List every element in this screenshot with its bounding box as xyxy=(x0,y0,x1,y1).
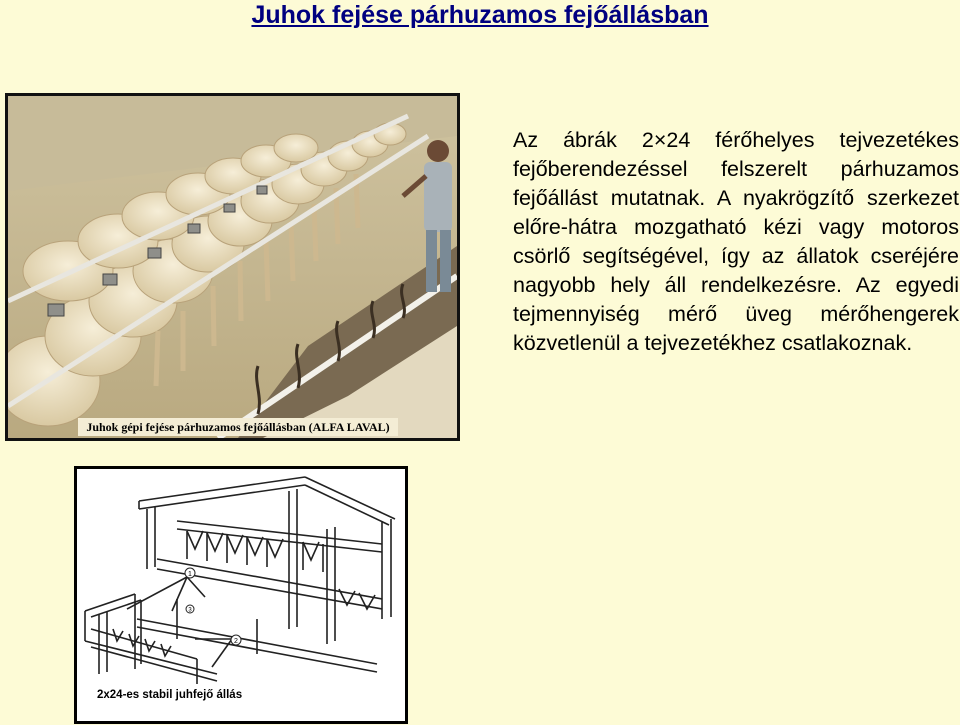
description-paragraph: Az ábrák 2×24 férőhelyes tejvezetékes fejőberendezéssel felszerelt párhuzamos fejőállást mutatnak. A nyakrögzítő szerkezet előre-hátra mozgatható kézi vagy motoros csörlő segítségével, így az állatok cseréjére nagyobb hely áll rendelkezésre. Az egyedi tejmennyiség mérő üveg mérőhengerek közvetlenül a tejvezetékhez csatlakoznak. xyxy=(513,128,959,355)
diagram-caption: 2x24-es stabil juhfejő állás xyxy=(97,689,243,701)
callout-2: 2 xyxy=(234,638,238,645)
callout-1: 1 xyxy=(188,571,192,578)
milking-parlour-photo xyxy=(5,93,460,441)
page-title: Juhok fejése párhuzamos fejőállásban xyxy=(251,1,709,29)
parlour-frame-diagram xyxy=(74,466,408,724)
photo-caption: Juhok gépi fejése párhuzamos fejőállásban (ALFA LAVAL) xyxy=(86,420,390,434)
callout-3: 3 xyxy=(188,607,192,614)
